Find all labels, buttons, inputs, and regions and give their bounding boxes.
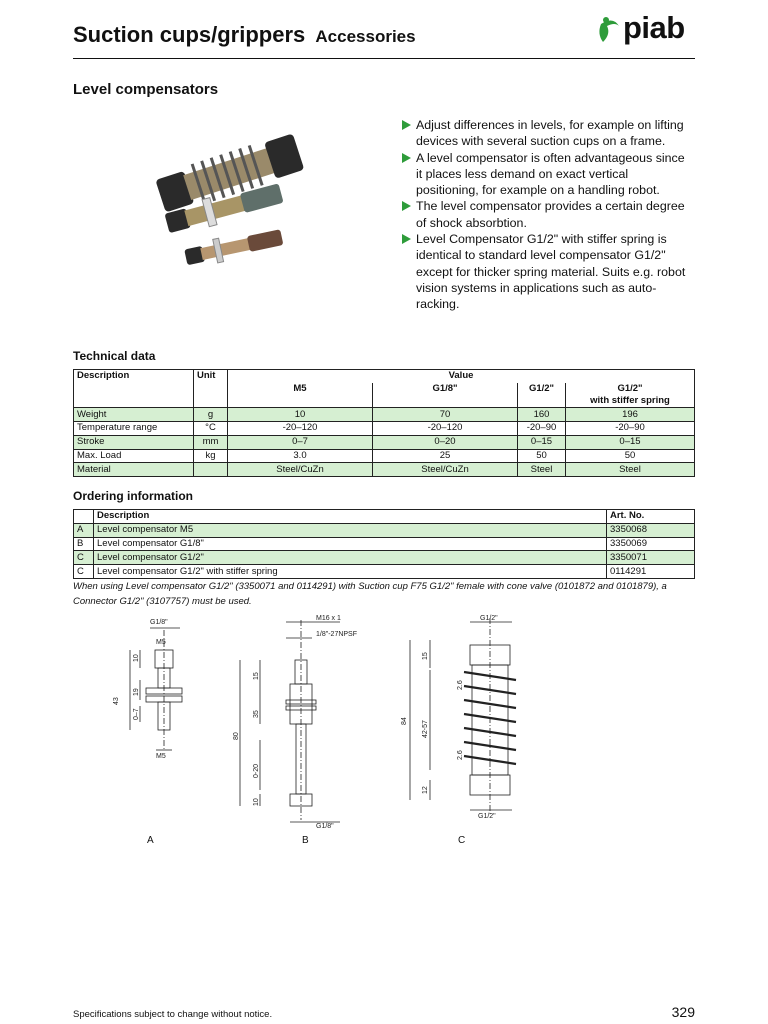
piab-logo-text: piab	[623, 10, 685, 45]
row-unit: g	[194, 408, 228, 422]
bullet-arrow-icon	[402, 201, 411, 211]
row-key: C	[74, 565, 94, 579]
drawing-b-dim: 10	[253, 798, 260, 806]
table-header-row	[74, 510, 695, 524]
cell-value: -20–90	[518, 422, 566, 436]
drawing-c-dim: 42-57	[422, 720, 429, 738]
drawing-c-top-thread: G1/2"	[480, 615, 498, 622]
row-description: Weight	[74, 408, 194, 422]
cell-value: 10	[228, 408, 373, 422]
table-row	[74, 523, 695, 537]
drawing-c-dim: 15	[422, 652, 429, 660]
row-description: Material	[74, 463, 194, 477]
cell-value: Steel/CuZn	[228, 463, 373, 477]
cell-value: -20–120	[373, 422, 518, 436]
header-value: Value	[228, 370, 695, 384]
table-row	[74, 422, 695, 436]
row-unit	[194, 463, 228, 477]
row-unit: °C	[194, 422, 228, 436]
cell-value: Steel	[518, 463, 566, 477]
cell-value: 70	[373, 408, 518, 422]
drawing-b-dim: 0-20	[253, 763, 260, 778]
cell-value: 3.0	[228, 449, 373, 463]
drawing-label-c: C	[458, 835, 466, 846]
column-g12: G1/2"	[518, 383, 566, 408]
table-row	[74, 449, 695, 463]
ordering-note: When using Level compensator G1/2" (3350071 and 0114291) with Suction cup F75 G1/2" female with cone valve (0101872 and 0101879), a Connector G1/2" (3107757) must be used.	[73, 581, 667, 607]
page-title-sub: Accessories	[315, 27, 416, 46]
drawing-label-b: B	[302, 835, 309, 846]
header-description: Description	[94, 510, 607, 524]
page-title-main: Suction cups/grippers	[73, 22, 306, 47]
table-row	[74, 565, 695, 579]
table-row	[74, 537, 695, 551]
drawing-b-top-sub: 1/8"-27NPSF	[316, 631, 358, 638]
drawing-c-dim: 84	[401, 717, 408, 725]
table-row	[74, 463, 695, 477]
row-art-no: 3350071	[607, 551, 695, 565]
drawing-c-dim: 2.6	[457, 680, 464, 690]
cell-value: -20–90	[566, 422, 695, 436]
column-g18: G1/8"	[373, 383, 518, 408]
drawing-b-top-thread: M16 x 1	[316, 615, 341, 622]
row-description: Temperature range	[74, 422, 194, 436]
table-header-row	[74, 370, 695, 384]
technical-data-title: Technical data	[73, 349, 156, 363]
cell-value: 0–20	[373, 435, 518, 449]
feature-item	[402, 231, 692, 312]
row-key: B	[74, 537, 94, 551]
feature-text: The level compensator provides a certain degree of shock absorbtion.	[416, 199, 685, 230]
drawing-label-a: A	[147, 835, 154, 846]
cell-value: 50	[518, 449, 566, 463]
header-description: Description	[74, 370, 194, 408]
header-rule	[73, 58, 695, 59]
feature-text: Level Compensator G1/2" with stiffer spring is identical to standard level compensator G1/2" except for thicker spring material. Suits e.g. robot vision systems in applications such as auto-racking.	[416, 232, 686, 312]
table-row	[74, 551, 695, 565]
technical-drawings	[100, 610, 580, 850]
feature-item	[402, 150, 692, 199]
drawing-a-dim: 10	[133, 654, 140, 662]
row-description: Level compensator M5	[94, 523, 607, 537]
drawing-a-dim: 0–7	[133, 708, 140, 720]
cell-value: 50	[566, 449, 695, 463]
drawing-b-dim: 35	[253, 710, 260, 718]
drawing-c-bottom-thread: G1/2"	[478, 813, 496, 820]
column-g12-stiff-sub: with stiffer spring	[590, 395, 670, 407]
bullet-arrow-icon	[402, 234, 411, 244]
drawing-a	[113, 619, 182, 760]
row-art-no: 0114291	[607, 565, 695, 579]
page-title	[73, 22, 416, 48]
row-key: A	[74, 523, 94, 537]
header-key	[74, 510, 94, 524]
row-description: Level compensator G1/2" with stiffer spring	[94, 565, 607, 579]
bullet-arrow-icon	[402, 120, 411, 130]
feature-text: Adjust differences in levels, for example on lifting devices with several suction cups on a frame.	[416, 118, 684, 149]
row-description: Level compensator G1/2"	[94, 551, 607, 565]
drawing-b-bottom-thread: G1/8"	[316, 823, 334, 830]
row-description: Level compensator G1/8"	[94, 537, 607, 551]
row-description: Stroke	[74, 435, 194, 449]
table-row	[74, 435, 695, 449]
row-unit: mm	[194, 435, 228, 449]
section-title: Level compensators	[73, 81, 219, 98]
ordering-title: Ordering information	[73, 489, 193, 503]
ordering-table	[73, 509, 695, 579]
cell-value: Steel/CuZn	[373, 463, 518, 477]
page-number: 329	[671, 1004, 695, 1020]
footer-note: Specifications subject to change without notice.	[73, 1009, 273, 1020]
column-g12-stiff-label: G1/2"	[617, 383, 643, 395]
bullet-arrow-icon	[402, 153, 411, 163]
cell-value: 0–7	[228, 435, 373, 449]
feature-item	[402, 198, 692, 231]
drawing-a-dim: 43	[113, 697, 120, 705]
cell-value: Steel	[566, 463, 695, 477]
drawing-a-mid-thread: M5	[156, 639, 166, 646]
drawing-c-dim: 2.6	[457, 750, 464, 760]
row-description: Max. Load	[74, 449, 194, 463]
row-unit: kg	[194, 449, 228, 463]
drawing-a-top-thread: G1/8"	[150, 619, 168, 626]
row-art-no: 3350069	[607, 537, 695, 551]
column-g12-stiff	[566, 383, 695, 408]
drawing-b	[233, 615, 357, 830]
piab-logo-icon	[595, 12, 625, 52]
cell-value: -20–120	[228, 422, 373, 436]
header-art-no: Art. No.	[607, 510, 695, 524]
cell-value: 0–15	[566, 435, 695, 449]
drawing-a-dim: 19	[133, 688, 140, 696]
cell-value: 160	[518, 408, 566, 422]
row-key: C	[74, 551, 94, 565]
cell-value: 25	[373, 449, 518, 463]
cell-value: 0–15	[518, 435, 566, 449]
column-m5: M5	[228, 383, 373, 408]
feature-list	[402, 117, 692, 313]
feature-text: A level compensator is often advantageous since it places less demand on exact vertical positioning, for example on a handling robot.	[416, 150, 685, 198]
drawing-c	[401, 615, 516, 820]
drawing-a-bottom-thread: M5	[156, 753, 166, 760]
table-row	[74, 408, 695, 422]
piab-logo	[595, 12, 699, 52]
cell-value: 196	[566, 408, 695, 422]
feature-item	[402, 117, 692, 150]
header-unit: Unit	[194, 370, 228, 408]
row-art-no: 3350068	[607, 523, 695, 537]
drawing-b-dim: 15	[253, 672, 260, 680]
drawing-c-dim: 12	[422, 786, 429, 794]
drawing-b-dim: 80	[233, 732, 240, 740]
technical-data-table	[73, 369, 695, 477]
product-photo	[145, 118, 305, 283]
